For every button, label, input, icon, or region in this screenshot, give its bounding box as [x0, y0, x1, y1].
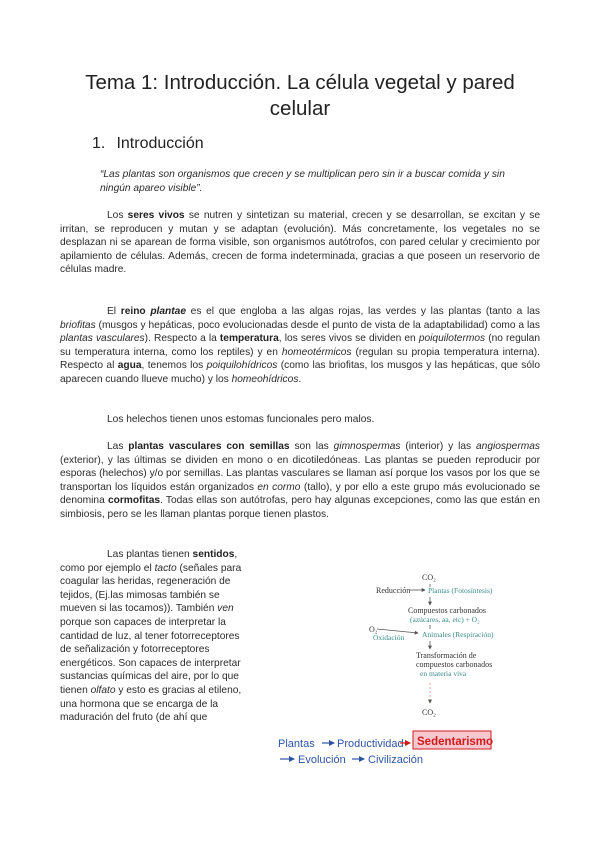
- o2-label: O₂: [369, 625, 378, 634]
- civilizacion-label: Civilización: [368, 754, 424, 765]
- sedentarismo-label: Sedentarismo: [417, 736, 494, 748]
- reduccion-label: Reducción: [376, 586, 411, 595]
- evolucion-label: Evolución: [298, 754, 346, 765]
- paragraph-helechos: Los helechos tienen unos estomas funcionales pero malos.: [107, 414, 375, 425]
- diagram-svg: [270, 565, 550, 765]
- title-line-1: Tema 1: Introducción. La célula vegetal y pared: [85, 71, 515, 94]
- intro-quote: “Las plantas son organismos que crecen y se multiplican pero sin ir a buscar comida y sin ningún apareo visible”.: [100, 169, 505, 194]
- animales-label: Animales (Respiración): [422, 630, 494, 639]
- paragraph-reino-plantae: El reino plantae es el que engloba a las algas rojas, las verdes y las plantas (tanto a las briofitas (musgos y hepáticas, poco evolucionadas desde el punto de vista de la adaptabilidad) como a las plantas vasculares). Respecto a la temperatura, los seres vivos se dividen en poiquilotermos (no regulan su temperatura interna, como los reptiles) y en homeotérmicos (regulan su propia temperatura interna). Respecto al agua, tenemos los poiquilohídricos (como las briofitas, los musgos y las hepáticas, que sólo aparecen cuando llueve mucho) y los homeohídricos.: [60, 306, 540, 385]
- oxidacion-label: Oxidación: [373, 633, 405, 642]
- compuestos-line-2: (azúcares, aa, etc) + O₂: [410, 615, 480, 624]
- co2-bottom-label: CO₂: [422, 708, 436, 717]
- carbon-cycle-diagram: [270, 565, 550, 765]
- transformacion-line-2: compuestos carbonados: [416, 660, 493, 669]
- compuestos-line-1: Compuestos carbonados: [408, 606, 486, 615]
- productividad-label: Productividad: [337, 738, 404, 750]
- page-title: [60, 70, 540, 122]
- section-number: 1.: [92, 135, 106, 152]
- paragraph-plantas-vasculares: Las plantas vasculares con semillas son las gimnospermas (interior) y las angiospermas (exterior), y las últimas se dividen en mono o en dicotiledóneas. Las plantas se pueden reproducir por esporas (helechos) y/o por semillas. Las plantas vasculares se llaman así porque los vasos por los que se transportan los líquidos están organizados en cormo (tallo), y por ello a este grupo más evolucionado se denomina cormofitas. Todas ellas son autótrofas, pero hay algunas excepciones, como las que están en simbiosis, pero se les llaman plantas porque tienen plastos.: [60, 441, 541, 520]
- paragraph-seres-vivos: Los seres vivos se nutren y sintetizan su material, crecen y se desarrollan, se excitan y se irritan, se reproducen y mutan y se adaptan (evolución). Más concretamente, los vegetales no se desplazan ni se aparean de forma visible, son organismos autótrofos, con pared celular y crecimiento por apilamiento de células. Además, crecen de forma indeterminada, gracias a que poseen un reservorio de células madre.: [60, 210, 541, 276]
- section-label: Introducción: [116, 135, 204, 152]
- transformacion-line-3: en materia viva: [420, 669, 467, 678]
- section-heading: [92, 135, 204, 153]
- transformacion-line-1: Transformación de: [416, 651, 477, 660]
- title-line-2: celular: [269, 97, 331, 120]
- paragraph-sentidos: Las plantas tienen sentidos, como por ejemplo el tacto (señales para coagular las heridas, regeneración de tejidos, (Ej.las mimosas también se mueven si las tocamos)). También ven porque son capaces de interpretar la cantidad de luz, al tener fotorreceptores de señalización y fotorreceptores energéticos. Son capaces de interpretar sustancias químicas del aire, por lo que tienen olfato y esto es gracias al etileno, una hormona que se encarga de la maduración del fruto (de ahí que: [60, 549, 242, 724]
- co2-top-label: CO₂: [422, 573, 436, 582]
- plantas-label: Plantas: [278, 738, 315, 750]
- plantas-fotosintesis-label: Plantas (Fotosíntesis): [428, 586, 493, 595]
